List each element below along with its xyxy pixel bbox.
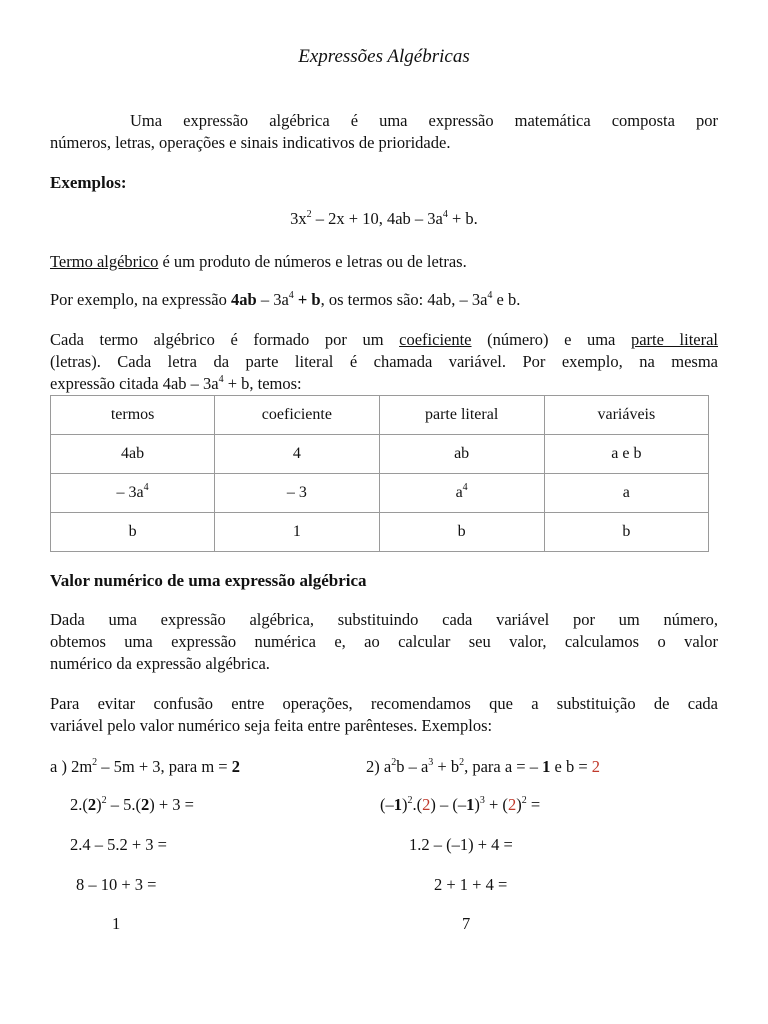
table-cell: 4ab	[51, 435, 215, 474]
coef-line-3: expressão citada $4ab - 3a^4 + b$, temos:	[50, 374, 302, 393]
example-b-step-3: 2 + 1 + 4 =	[434, 875, 508, 894]
termo-example: Por exemplo, na expressão $4ab - 3a^4 + b$, os termos são: 4ab, – $3a^4$ e b.	[50, 290, 521, 309]
example-b-heading: 2) $a^2b - a^3 + b^2$, para a = – 1 e b = 2	[366, 757, 601, 776]
table-header: variáveis	[544, 396, 708, 435]
table-cell: b	[379, 513, 544, 552]
table-cell: 4	[215, 435, 379, 474]
table-header: termos	[51, 396, 215, 435]
table-header-row	[51, 396, 709, 435]
valor-line-1: Dada uma expressão algébrica, substituindo cada variável por um número,	[50, 610, 718, 629]
example-a-step-3: 8 – 10 + 3 =	[76, 875, 157, 894]
coef-line-2: (letras). Cada letra da parte literal é chamada variável. Por exemplo, na mesma	[50, 352, 718, 371]
valor-heading: Valor numérico de uma expressão algébrica	[50, 571, 367, 590]
valor-line-3: numérico da expressão algébrica.	[50, 654, 270, 673]
example-a-step-2: 2.4 – 5.2 + 3 =	[70, 835, 167, 854]
example-a-step-1: $2.(2)^2 - 5.(2) + 3$ =	[70, 795, 194, 814]
table-header: coeficiente	[215, 396, 379, 435]
page-title: Expressões Algébricas	[298, 46, 470, 67]
table-row	[51, 435, 709, 474]
confusao-line-2: variável pelo valor numérico seja feita entre parênteses. Exemplos:	[50, 716, 493, 735]
coef-line-1: Cada termo algébrico é formado por um coeficiente (número) e uma parte literal	[50, 330, 719, 349]
table-cell: – $3a^4$	[51, 474, 215, 513]
example-b-step-2: 1.2 – (–1) + 4 =	[409, 835, 513, 854]
example-a-heading: a ) $2m^2 - 5m + 3$, para m = 2	[50, 757, 240, 776]
valor-line-2: obtemos uma expressão numérica e, ao calcular seu valor, calculamos o valor	[50, 632, 718, 651]
intro-line-2: números, letras, operações e sinais indicativos de prioridade.	[50, 133, 451, 152]
examples-expression: $3x^2 - 2x + 10$, $4ab - 3a^4 + b$.	[290, 209, 478, 228]
table-row	[51, 513, 709, 552]
examples-heading: Exemplos:	[50, 173, 127, 192]
table-header: parte literal	[379, 396, 544, 435]
intro-line-1: Uma expressão algébrica é uma expressão matemática composta por	[130, 111, 718, 130]
terms-table	[50, 395, 709, 552]
confusao-line-1: Para evitar confusão entre operações, recomendamos que a substituição de cada	[50, 694, 718, 713]
table-cell: a	[544, 474, 708, 513]
table-cell: $a^4$	[379, 474, 544, 513]
table-cell: – 3	[215, 474, 379, 513]
table-row	[51, 474, 709, 513]
table-cell: a e b	[544, 435, 708, 474]
table-cell: b	[51, 513, 215, 552]
table-cell: b	[544, 513, 708, 552]
example-b-step-1: $(-1)^2.(2) - (-1)^3 + (2)^2$ =	[380, 795, 541, 814]
table-cell: ab	[379, 435, 544, 474]
termo-definition: Termo algébrico é um produto de números e letras ou de letras.	[50, 252, 467, 271]
example-a-result: 1	[112, 914, 121, 933]
table-cell: 1	[215, 513, 379, 552]
example-b-result: 7	[462, 914, 471, 933]
